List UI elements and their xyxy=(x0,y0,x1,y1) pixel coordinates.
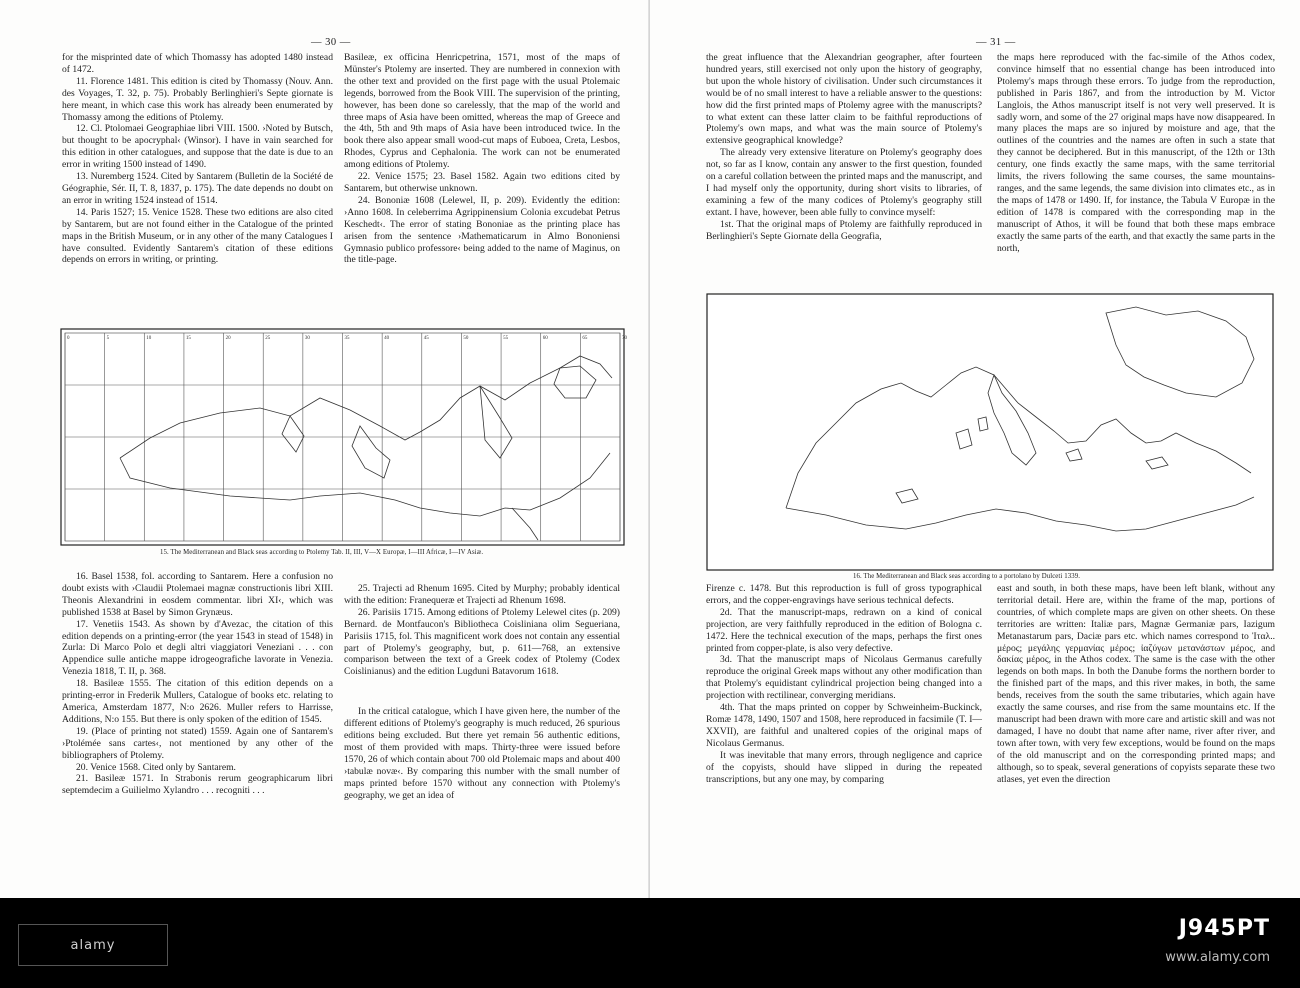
grid-label: 60 xyxy=(542,336,548,341)
grid-label: 65 xyxy=(582,336,588,341)
portolano-map-figure xyxy=(706,293,1274,571)
paragraph: 18. Basileæ 1555. The citation of this edition depends on a printing-error in Frederik Mullers, Catalogue of books etc. relating to America, Amsterdam 1877, N:o 2626. Muller refers to Harrisse, Additions, N:o 155. But there is only spoken of the edition of 1545. xyxy=(62,678,333,725)
paragraph: It was inevitable that many errors, through negligence and caprice of the copyists, should have slipped in during the repeated transcriptions, but any one may, by comparing xyxy=(706,749,982,785)
ptolemy-map-figure xyxy=(60,328,625,546)
grid-label: 55 xyxy=(503,336,509,341)
grid-label: 0 xyxy=(67,336,70,341)
paragraph: 4th. That the maps printed on copper by Schweinheim-Buckinck, Romæ 1478, 1490, 1507 and 1508, here reproduced in facsimile (T. I—XXVII), are faithful and unaltered copies of the original maps of Nicolaus Germanus. xyxy=(706,702,982,749)
right-col-4 xyxy=(997,583,1275,891)
paragraph: 20. Venice 1568. Cited only by Santarem. xyxy=(76,761,236,773)
right-page xyxy=(650,0,1300,898)
paragraph: 16. Basel 1538, fol. according to Santarem. Here a confusion no doubt exists with ›Claudii Ptolemaei magnæ constructionis libri XIII. Theonis Alexandrini in eosdem commentar. libri XI‹, which was published 1538 at Basel by Simon Grynæus. xyxy=(62,571,333,618)
paragraph: In the critical catalogue, which I have given here, the number of the different editions of Ptolemy's geography is much reduced, 26 spurious editions being excluded. But there yet remain 56 authentic editions, most of them provided with maps. Thirty-three were issued before 1570, 26 of which contain about 700 old Ptolemaic maps and about 400 ›tabulæ novæ‹. By comparing this number with the small number of maps printed before 1570 without any connection with Ptolemy's geography, we get an idea of xyxy=(344,706,620,801)
grid-label: 25 xyxy=(265,336,271,341)
paragraph: east and south, in both these maps, have been left blank, without any territorial detail. Here are, within the frame of the map, portions of countries, of which complete maps are given on other sheets. On these territories are written: Italiæ pars, Magnæ Germaniæ pars, Iazigum Metanastarum pars, Daciæ pars etc. which names correspond to Ἰταλ.. μέρος; μεγάλης γερμανίας μέρος; ἰαζύγων μετανάστων μέρος, and δακίας μέρος, in the Athos codex. The same is the case with the other legends on both maps. In both the Danube forms the northern border to the finished part of the maps, and this river makes, in both, the same bends, receives from the south the same tributaries, which again have exactly the same courses, and rise from the same mountains etc. If the manuscript had been drawn with more care and artistic skill and was not damaged, I have no doubt that name after name, river after river, and town after town, with very few exceptions, would be found on the maps of the old manuscript and on the corresponding printed maps; and although, so to speak, several generations of copyists separate these two atlases, yet even the direction xyxy=(997,583,1275,785)
grid-label: 50 xyxy=(463,336,469,341)
paragraph: the maps here reproduced with the fac-simile of the Athos codex, convince himself that no essential change has been introduced into Ptolemy's maps through these errors. To judge from the reproduction, published in Paris 1867, and from the introduction by M. Victor Langlois, the Athos manuscript itself is not very well preserved. It is sadly worn, and some of the 27 original maps have now disappeared. In many places the maps are so injured by moisture and age, that the outlines of the countries and the names are often in such a state that they cannot be deciphered. But in this manuscript, of the 12th or 13th century, one finds exactly the same maps, with the same territorial limits, the rivers following the same courses, the same mountains-ranges, and the same legends, the same division into climates etc., as in the maps of 1478 or 1490. If, for instance, the Tabula V Europæ in the edition of 1478 is compared with the corresponding map in the manuscript of Athos, it will be found that both these maps embrace exactly the same parts of the earth, and that exactly the same parts in the north, xyxy=(997,52,1275,254)
paragraph: 2d. That the manuscript-maps, redrawn on a kind of conical projection, are very faithfully reproduced in the edition of Bologna c. 1472. Here the technical execution of the maps, perhaps the first ones printed from copper-plate, is also very defective. xyxy=(706,606,982,654)
left-col-2 xyxy=(344,52,620,310)
map-caption-right: 16. The Mediterranean and Black seas according to a portolano by Dulceti 1339. xyxy=(853,573,1080,580)
paragraph: 1st. That the original maps of Ptolemy are faithfully reproduced in Berlinghieri's Septe Giornate della Geografia, xyxy=(706,218,982,242)
grid-label: 35 xyxy=(344,336,350,341)
paragraph: 21. Basileæ 1571. In Strabonis rerum geographicarum libri septemdecim a Guilielmo Xylandro . . . recogniti . . . xyxy=(62,773,333,797)
paragraph: for the misprinted date of which Thomassy has adopted 1480 instead of 1472. xyxy=(62,52,333,75)
paragraph: the great influence that the Alexandrian geographer, after fourteen hundred years, still exercised not only upon the history of geography, but upon the whole history of civilisation. Under such circumstances it would be of no small interest to have a reliable answer to the questions: how did the first printed maps of Ptolemy agree with the manuscripts? to what extent can these latter claim to be faithful reproductions of Ptolemy's own maps, and what was the main source of Ptolemy's extensive geographical knowledge? xyxy=(706,52,982,147)
paragraph: The already very extensive literature on Ptolemy's geography does not, so far as I know, contain any answer to the first question, founded on a careful collation between the printed maps and the manuscript, and I had myself only the opportunity, during short visits to libraries, of examining a few of the many codices of Ptolemy's geography still extant. I have, however, been able fully to convince myself: xyxy=(706,147,982,218)
paragraph: 24. Bononiæ 1608 (Lelewel, II, p. 209). Evidently the edition: ›Anno 1608. In celeberrima Agrippinensium Colonia excudebat Petrus Keschedt‹. The error of stating Bononiae as the printing place has arisen from the sentence ›Mathematicarum in Almo Bononiensi Gymnasio publico professore‹ being added to the name of Maginus, on the title-page. xyxy=(344,194,620,266)
left-col-1 xyxy=(62,52,333,310)
grid-label: 45 xyxy=(423,336,429,341)
paragraph: Basileæ, ex officina Henricpetrina, 1571, most of the maps of Münster's Ptolemy are inserted. They are numbered in connexion with the other text and provided on the first page with the usual Ptolemaic legends, borrowed from the Book VIII. The supervision of the printing, however, has been done so carelessly, that the map of the world and three maps of Asia have been omitted, whereas the map of Greece and the 4th, 5th and 9th maps of Asia have been introduced twice. In the book there also appear small wood-cut maps of Euboea, Creta, Lesbos, Rhodes, Cyprus and Cephalonia. The work can not be enumerated among editions of Ptolemy. xyxy=(344,52,620,171)
right-col-2 xyxy=(997,52,1275,292)
stock-id: J945PT xyxy=(1178,916,1270,941)
paragraph: 13. Nuremberg 1524. Cited by Santarem (Bulletin de la Société de Géographie, Sér. II, T. 8, 1837, p. 175). The date depends no doubt on an error in writing 1524 instead of 1514. xyxy=(62,171,333,206)
paragraph: 11. Florence 1481. This edition is cited by Thomassy (Nouv. Ann. des Voyages, T. 32, p. 75). Probably Berlinghieri's Septe giornate is here meant, in which case this work has already been enumerated by Thomassy among the editions of Ptolemy. xyxy=(62,75,333,123)
alamy-logo: alamy xyxy=(18,924,168,966)
watermark xyxy=(0,898,1300,988)
grid-label: 40 xyxy=(384,336,390,341)
watermark-site: www.alamy.com xyxy=(1165,950,1270,965)
paragraph: Firenze c. 1478. But this reproduction is full of gross typographical errors, and the copper-engravings have serious technical defects. xyxy=(706,583,982,606)
map-caption-left: 15. The Mediterranean and Black seas according to Ptolemy Tab. II, III, V—X Europæ, I—III Africæ, I—IV Asiæ. xyxy=(160,549,484,556)
paragraph: 22. Venice 1575; 23. Basel 1582. Again two editions cited by Santarem, but otherwise unknown. xyxy=(344,171,620,194)
right-col-3 xyxy=(706,583,982,891)
paragraph: 19. (Place of printing not stated) 1559. Again one of Santarem's ›Ptolémée sans cartes‹, not mentioned by any other of the bibliographers of Ptolemy. xyxy=(62,725,333,761)
grid-label: 10 xyxy=(146,336,152,341)
paragraph: 17. Venetiis 1543. As shown by d'Avezac, the citation of this edition depends on a printing-error (the year 1543 in stead of 1548) in Zurla: Di Marco Polo et degli altri viaggiatori Veneziani . . . con Appendice sulle antiche mappe idrogeografiche lavorate in Venezia. Venezia 1818, T. II, p. 368. xyxy=(62,618,333,678)
grid-label: 20 xyxy=(225,336,231,341)
portolano-map xyxy=(706,293,1274,571)
ptolemy-grid-map xyxy=(60,328,625,546)
left-page xyxy=(0,0,650,898)
page-number-left: — 30 — xyxy=(311,37,351,48)
paragraph: 14. Paris 1527; 15. Venice 1528. These two editions are also cited by Santarem, but are not found either in the Catalogue of the printed maps in the British Museum, or in any other of the many Catalogues I have consulted. Evidently Santarem's citation of these editions depends on errors in writing, or printing. xyxy=(62,206,333,266)
paragraph: 26. Parisiis 1715. Among editions of Ptolemy Lelewel cites (p. 209) Bernard. de Montfaucon's Bibliotheca Coisliniana olim Segueriana, Parisiis 1715, fol. This magnificent work does not contain any essential part of Ptolemy's geography, but, p. 611—768, an extensive comparison between the text of a Greek codex of Ptolemy (Codex Coislinianus) and the edition Lugduni Batavorum 1618. xyxy=(344,606,620,678)
grid-label: 70 xyxy=(622,336,627,341)
paragraph: 12. Cl. Ptolomaei Geographiae libri VIII. 1500. ›Noted by Butsch, but thought to be apocryphal‹ (Winsor). I have in vain searched for this edition in other catalogues, and suppose that the date is due to an error in writing 1500 instead of 1490. xyxy=(62,123,333,171)
page-number-right: — 31 — xyxy=(976,37,1016,48)
grid-label: 30 xyxy=(304,336,310,341)
left-col-3 xyxy=(62,571,333,891)
grid-label: 5 xyxy=(106,336,110,341)
right-col-1 xyxy=(706,52,982,292)
grid-label: 15 xyxy=(185,336,191,341)
paragraph: 3d. That the manuscript maps of Nicolaus Germanus carefully reproduce the original Greek maps without any other modification than that Ptolemy's equidistant cylindrical projection being changed into a projection with rectilinear, converging meridians. xyxy=(706,654,982,702)
left-col-4 xyxy=(344,583,620,891)
paragraph: 25. Trajecti ad Rhenum 1695. Cited by Murphy; probably identical with the edition: Franequeræ et Trajecti ad Rhenum 1698. xyxy=(344,583,620,606)
